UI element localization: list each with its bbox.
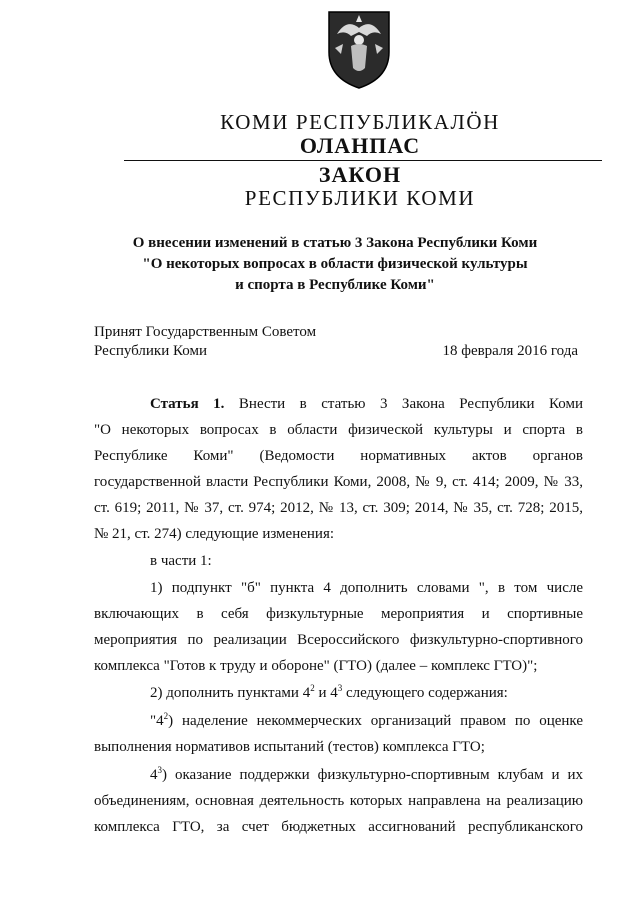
point-4-3-line-3: комплекса ГТО, за счет бюджетных ассигнований республиканского: [94, 819, 583, 835]
adopted-by-line-2: Республики Коми: [94, 343, 207, 359]
coat-of-arms-emblem: [323, 8, 395, 90]
document-title-line-1: О внесении изменений в статью 3 Закона Республики Коми: [132, 235, 538, 251]
point-4-2-line-1: "$4^2$) наделение некоммерческих организаций правом по оценке: [150, 711, 583, 729]
document-title-line-3: и спорта в Республике Коми": [235, 277, 435, 293]
article-1-line-5: ст. 619; 2011, № 37, ст. 974; 2012, № 13, ст. 309; 2014, № 35, ст. 728; 2015,: [94, 500, 583, 516]
article-1-line-4: государственной власти Республики Коми, 2008, № 9, ст. 414; 2009, № 33,: [94, 474, 583, 490]
article-label: Статья 1.: [150, 396, 225, 412]
header-divider: [124, 160, 602, 161]
article-1-line-2: "О некоторых вопросах в области физической культуры и спорта в: [94, 422, 583, 438]
subitem-1-line-2: включающих в себя физкультурные мероприятия и спортивные: [94, 606, 583, 622]
header-law: ЗАКОН: [318, 162, 402, 187]
point-4-3-line-2: объединениям, основная деятельность которых направлена на реализацию: [94, 793, 583, 809]
point-4-2-line-2: выполнения нормативов испытаний (тестов) комплекса ГТО;: [94, 739, 485, 755]
document-title-line-2: "О некоторых вопросах в области физической культуры: [142, 256, 528, 272]
subitem-1-line-4: комплекса "Готов к труду и обороне" (ГТО) (далее – комплекс ГТО)";: [94, 658, 538, 674]
part-1-intro: в части 1:: [150, 553, 212, 569]
subitem-1-line-1: 1) подпункт "б" пункта 4 дополнить словами ", в том числе: [150, 580, 583, 596]
header-law-komi-language: ОЛАНПАС: [299, 133, 421, 158]
article-1-line-6: № 21, ст. 274) следующие изменения:: [94, 526, 335, 542]
adopted-by-line-1: Принят Государственным Советом: [94, 324, 317, 340]
article-1-text: Внести в статью 3 Закона Республики Коми: [224, 396, 583, 412]
article-1-line-1: [150, 396, 583, 413]
article-1-line-3: Республике Коми" (Ведомости нормативных актов органов: [94, 448, 583, 464]
header-republic-komi-language: КОМИ РЕСПУБЛИКАЛÖН: [220, 110, 500, 134]
subitem-1-line-3: мероприятия по реализации Всероссийского физкультурно-спортивного: [94, 632, 583, 648]
subitem-2-line-1: 2) дополнить пунктами $4^2$ и $4^3$ следующего содержания:: [150, 683, 508, 701]
adoption-date: 18 февраля 2016 года: [442, 343, 578, 359]
header-republic: РЕСПУБЛИКИ КОМИ: [244, 186, 476, 210]
point-4-3-line-1: $4^3$) оказание поддержки физкультурно-спортивным клубам и их: [150, 765, 583, 783]
